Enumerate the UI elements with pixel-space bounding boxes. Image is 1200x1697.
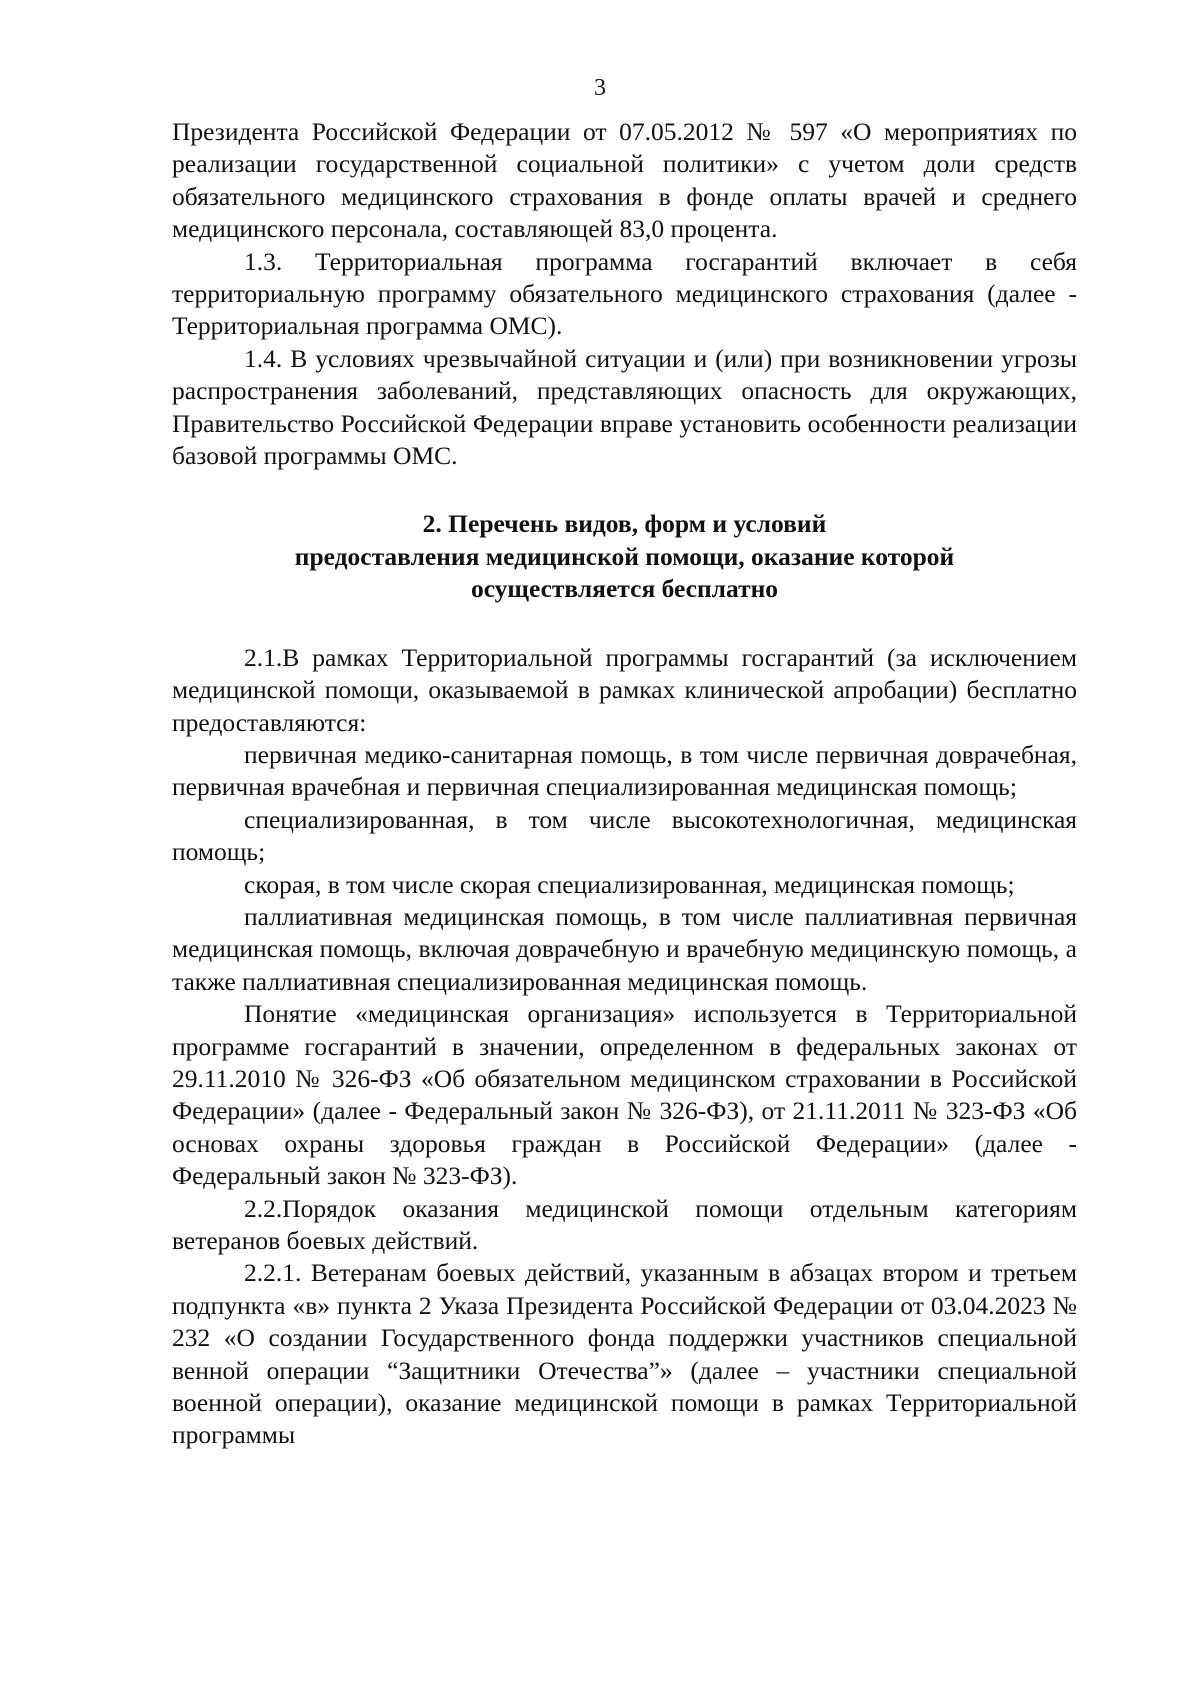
section-heading	[172, 508, 1077, 605]
document-body	[172, 116, 1077, 1452]
paragraph-1-3: 1.3. Территориальная программа госгарантий включает в себя территориальную программу обязательного медицинского страхования (далее - Территориальная программа ОМС).	[172, 246, 1077, 341]
paragraph-2-2-1: 2.2.1. Ветеранам боевых действий, указанным в абзацах втором и третьем подпункта «в» пункта 2 Указа Президента Российской Федерации от 03.04.2023 № 232 «О создании Государственного фонда поддержки участников специальной венной операции “Защитники Отечества”» (далее – участники специальной военной операции), оказание медицинской помощи в рамках Территориальной программы	[172, 1258, 1077, 1450]
paragraph-2-1: 2.1.В рамках Территориальной программы госгарантий (за исключением медицинской помощи, оказываемой в рамках клинической апробации) бесплатно предоставляются:	[172, 642, 1077, 737]
list-item-primary-care: первичная медико-санитарная помощь, в том числе первичная доврачебная, первичная врачебная и первичная специализированная медицинская помощь;	[172, 739, 1077, 802]
section-heading-line: предоставления медицинской помощи, оказание которой	[294, 541, 955, 571]
list-item-specialized-care: специализированная, в том числе высокотехнологичная, медицинская помощь;	[172, 804, 1077, 867]
paragraph-continuation: Президента Российской Федерации от 07.05.2012 № 597 «О мероприятиях по реализации государственной социальной политики» с учетом доли средств обязательного медицинского страхования в фонде оплаты врачей и среднего медицинского персонала, составляющей 83,0 процента.	[172, 117, 1077, 244]
paragraph-1-4: 1.4. В условиях чрезвычайной ситуации и (или) при возникновении угрозы распространения заболеваний, представляющих опасность для окружающих, Правительство Российской Федерации вправе установить особенности реализации базовой программы ОМС.	[172, 343, 1077, 471]
list-item-emergency-care: скорая, в том числе скорая специализированная, медицинская помощь;	[244, 869, 1015, 899]
section-heading-line: осуществляется бесплатно	[470, 574, 779, 604]
section-heading-line: 2. Перечень видов, форм и условий	[422, 509, 827, 539]
page-number: 3	[594, 75, 606, 101]
list-item-palliative-care: паллиативная медицинская помощь, в том числе паллиативная первичная медицинская помощь, включая доврачебную и врачебную медицинскую помощь, а также паллиативная специализированная медицинская помощь.	[172, 901, 1077, 996]
paragraph-medical-organization: Понятие «медицинская организация» используется в Территориальной программе госгарантий в значении, определенном в федеральных законах от 29.11.2010 № 326-ФЗ «Об обязательном медицинском страховании в Российской Федерации» (далее - Федеральный закон № 326-ФЗ), от 21.11.2011 № 323-ФЗ «Об основах охраны здоровья граждан в Российской Федерации» (далее - Федеральный закон № 323-ФЗ).	[172, 999, 1077, 1191]
paragraph-2-2: 2.2.Порядок оказания медицинской помощи отдельным категориям ветеранов боевых действий.	[172, 1193, 1077, 1255]
